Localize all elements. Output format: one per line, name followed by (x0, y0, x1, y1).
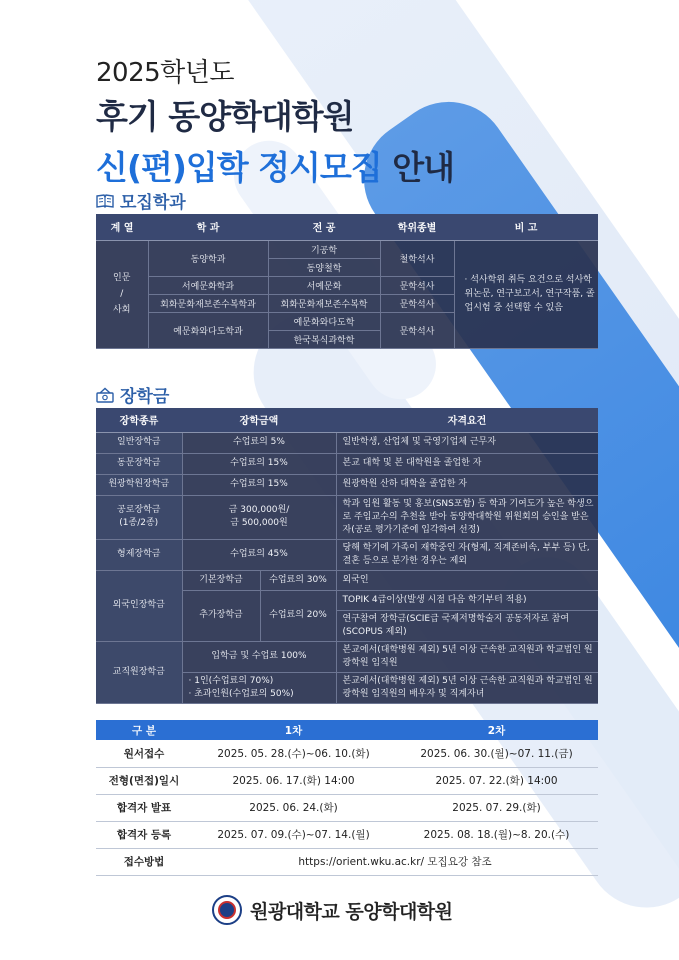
scholarship-name: 일반장학금 (96, 432, 182, 453)
scholarship-name: 외국인장학금 (96, 570, 182, 641)
scholarship-name: 원광학원장학금 (96, 474, 182, 495)
table-row (96, 570, 598, 590)
scholarship-req: TOPIK 4급이상(발생 시점 다음 학기부터 적용) (336, 590, 598, 610)
degree-cell: 문학석사 (380, 312, 454, 348)
scholarship-req: 본교 대학 및 본 대학원을 졸업한 자 (336, 453, 598, 474)
table-row (96, 740, 598, 767)
scholarship-req: 외국인 (336, 570, 598, 590)
scholarship-amount (182, 672, 336, 703)
schedule-second: 2025. 08. 18.(월)~8. 20.(수) (395, 821, 598, 848)
schedule-first: 2025. 06. 24.(화) (192, 794, 395, 821)
major-cell: 한국복식과학학 (268, 330, 380, 348)
table-row (96, 767, 598, 794)
table-row (96, 474, 598, 495)
scholarship-sublabel: 추가장학금 (182, 590, 260, 641)
scholarship-amount: 수업료의 15% (182, 453, 336, 474)
departments-table (96, 214, 598, 349)
schedule-label: 원서접수 (96, 740, 192, 767)
title-sub-rest: 안내 (392, 148, 454, 187)
title-year: 2025학년도 (96, 58, 235, 88)
table-row (96, 432, 598, 453)
scholarship-amount: 수업료의 15% (182, 474, 336, 495)
scholarship-req: 연구참여 장학금(SCIE급 국제저명학술지 공동저자로 참여(SCOPUS 제외) (336, 610, 598, 641)
dept-cell: 회화문화재보존수복학과 (148, 294, 268, 312)
table-row (96, 821, 598, 848)
header-cell: 장학종류 (96, 408, 182, 432)
scholarship-req: 학과 임원 활동 및 홍보(SNS포함) 등 학과 기여도가 높은 학생으로 주임교수의 추천을 받아 동양학대학원 위원회의 승인을 받은 자(공로 평가기준에 입각하여 선정) (336, 495, 598, 539)
schedule-method: https://orient.wku.ac.kr/ 모집요강 참조 (192, 848, 598, 875)
degree-cell: 문학석사 (380, 294, 454, 312)
table-header-row (96, 408, 598, 432)
schedule-first: 2025. 06. 17.(화) 14:00 (192, 767, 395, 794)
scholarships-table (96, 408, 598, 704)
field-cell: 인문 / 사회 (96, 240, 148, 348)
scholarship-amount: 수업료의 45% (182, 539, 336, 570)
scholarship-req: 당해 학기에 가족이 재학중인 자(형제, 직계존비속, 부부 등) 단, 결혼 등으로 분가한 경우는 제외 (336, 539, 598, 570)
header-cell: 계 열 (96, 214, 148, 240)
scholarships-heading-label: 장학금 (120, 387, 170, 407)
scholarship-sublabel: 기본장학금 (182, 570, 260, 590)
schedule-second: 2025. 07. 29.(화) (395, 794, 598, 821)
scholarship-name: 형제장학금 (96, 539, 182, 570)
title-main: 후기 동양학대학원 (96, 97, 354, 136)
major-cell: 서예문화 (268, 276, 380, 294)
degree-cell: 철학석사 (380, 240, 454, 276)
scholarship-name: 공로장학금 (1종/2종) (96, 495, 182, 539)
departments-heading-label: 모집학과 (120, 193, 186, 213)
header-cell: 자격요건 (336, 408, 598, 432)
table-header-row (96, 214, 598, 240)
scholarship-amount: 수업료의 5% (182, 432, 336, 453)
table-row (96, 539, 598, 570)
schedule-first: 2025. 07. 09.(수)~07. 14.(월) (192, 821, 395, 848)
schedule-label: 합격자 등록 (96, 821, 192, 848)
header-cell: 1차 (192, 720, 395, 740)
scholarships-heading (96, 382, 169, 407)
header-cell: 장학금액 (182, 408, 336, 432)
university-seal-icon (212, 895, 242, 925)
schedule-table (96, 720, 598, 876)
table-row (96, 641, 598, 672)
major-cell: 동양철학 (268, 258, 380, 276)
title-sub (96, 142, 454, 189)
header-cell: 2차 (395, 720, 598, 740)
schedule-label: 전형(면접)일시 (96, 767, 192, 794)
footer-logo (212, 895, 453, 925)
book-icon (96, 193, 114, 209)
note-cell: · 석사학위 취득 요건으로 석사학위논문, 연구보고서, 연구작품, 졸업시험 중 선택할 수 있음 (454, 240, 598, 348)
schedule-label: 접수방법 (96, 848, 192, 875)
header-cell: 학위종별 (380, 214, 454, 240)
table-row (96, 848, 598, 875)
departments-heading (96, 188, 186, 213)
header-cell: 학 과 (148, 214, 268, 240)
schedule-second: 2025. 06. 30.(월)~07. 11.(금) (395, 740, 598, 767)
header-cell: 구 분 (96, 720, 192, 740)
dept-cell: 동양학과 (148, 240, 268, 276)
table-row (96, 495, 598, 539)
money-icon (96, 387, 114, 403)
table-row (96, 453, 598, 474)
dept-cell: 예문화와다도학과 (148, 312, 268, 348)
scholarship-name: 교직원장학금 (96, 641, 182, 703)
scholarship-req: 본교에서(대학병원 제외) 5년 이상 근속한 교직원과 학교법인 원광학원 임직원의 배우자 및 직계자녀 (336, 672, 598, 703)
schedule-label: 합격자 발표 (96, 794, 192, 821)
title-sub-highlight: 신(편)입학 정시모집 (96, 148, 382, 187)
footer-name: 원광대학교 동양학대학원 (250, 900, 453, 923)
seal-core (218, 901, 236, 919)
table-row (96, 794, 598, 821)
table-row (96, 240, 598, 258)
major-cell: 회화문화재보존수복학 (268, 294, 380, 312)
scholarship-amount: 수업료의 20% (260, 590, 336, 641)
table-header-row (96, 720, 598, 740)
scholarship-amount: 입학금 및 수업료 100% (182, 641, 336, 672)
title-block (96, 52, 454, 189)
scholarship-name: 동문장학금 (96, 453, 182, 474)
scholarship-req: 원광학원 산하 대학을 졸업한 자 (336, 474, 598, 495)
scholarship-req: 본교에서(대학병원 제외) 5년 이상 근속한 교직원과 학교법인 원광학원 임직원 (336, 641, 598, 672)
scholarship-req: 일반학생, 산업체 및 국영기업체 근무자 (336, 432, 598, 453)
scholarship-amount: 수업료의 30% (260, 570, 336, 590)
scholarship-amount: 금 300,000원/ 금 500,000원 (182, 495, 336, 539)
header-cell: 전 공 (268, 214, 380, 240)
dept-cell: 서예문화학과 (148, 276, 268, 294)
schedule-second: 2025. 07. 22.(화) 14:00 (395, 767, 598, 794)
major-cell: 기공학 (268, 240, 380, 258)
major-cell: 예문화와다도학 (268, 312, 380, 330)
header-cell: 비 고 (454, 214, 598, 240)
degree-cell: 문학석사 (380, 276, 454, 294)
staff-amount-line: · 초과인원(수업료의 50%) (188, 688, 294, 699)
staff-amount-line: · 1인(수업료의 70%) (188, 675, 274, 686)
schedule-first: 2025. 05. 28.(수)~06. 10.(화) (192, 740, 395, 767)
